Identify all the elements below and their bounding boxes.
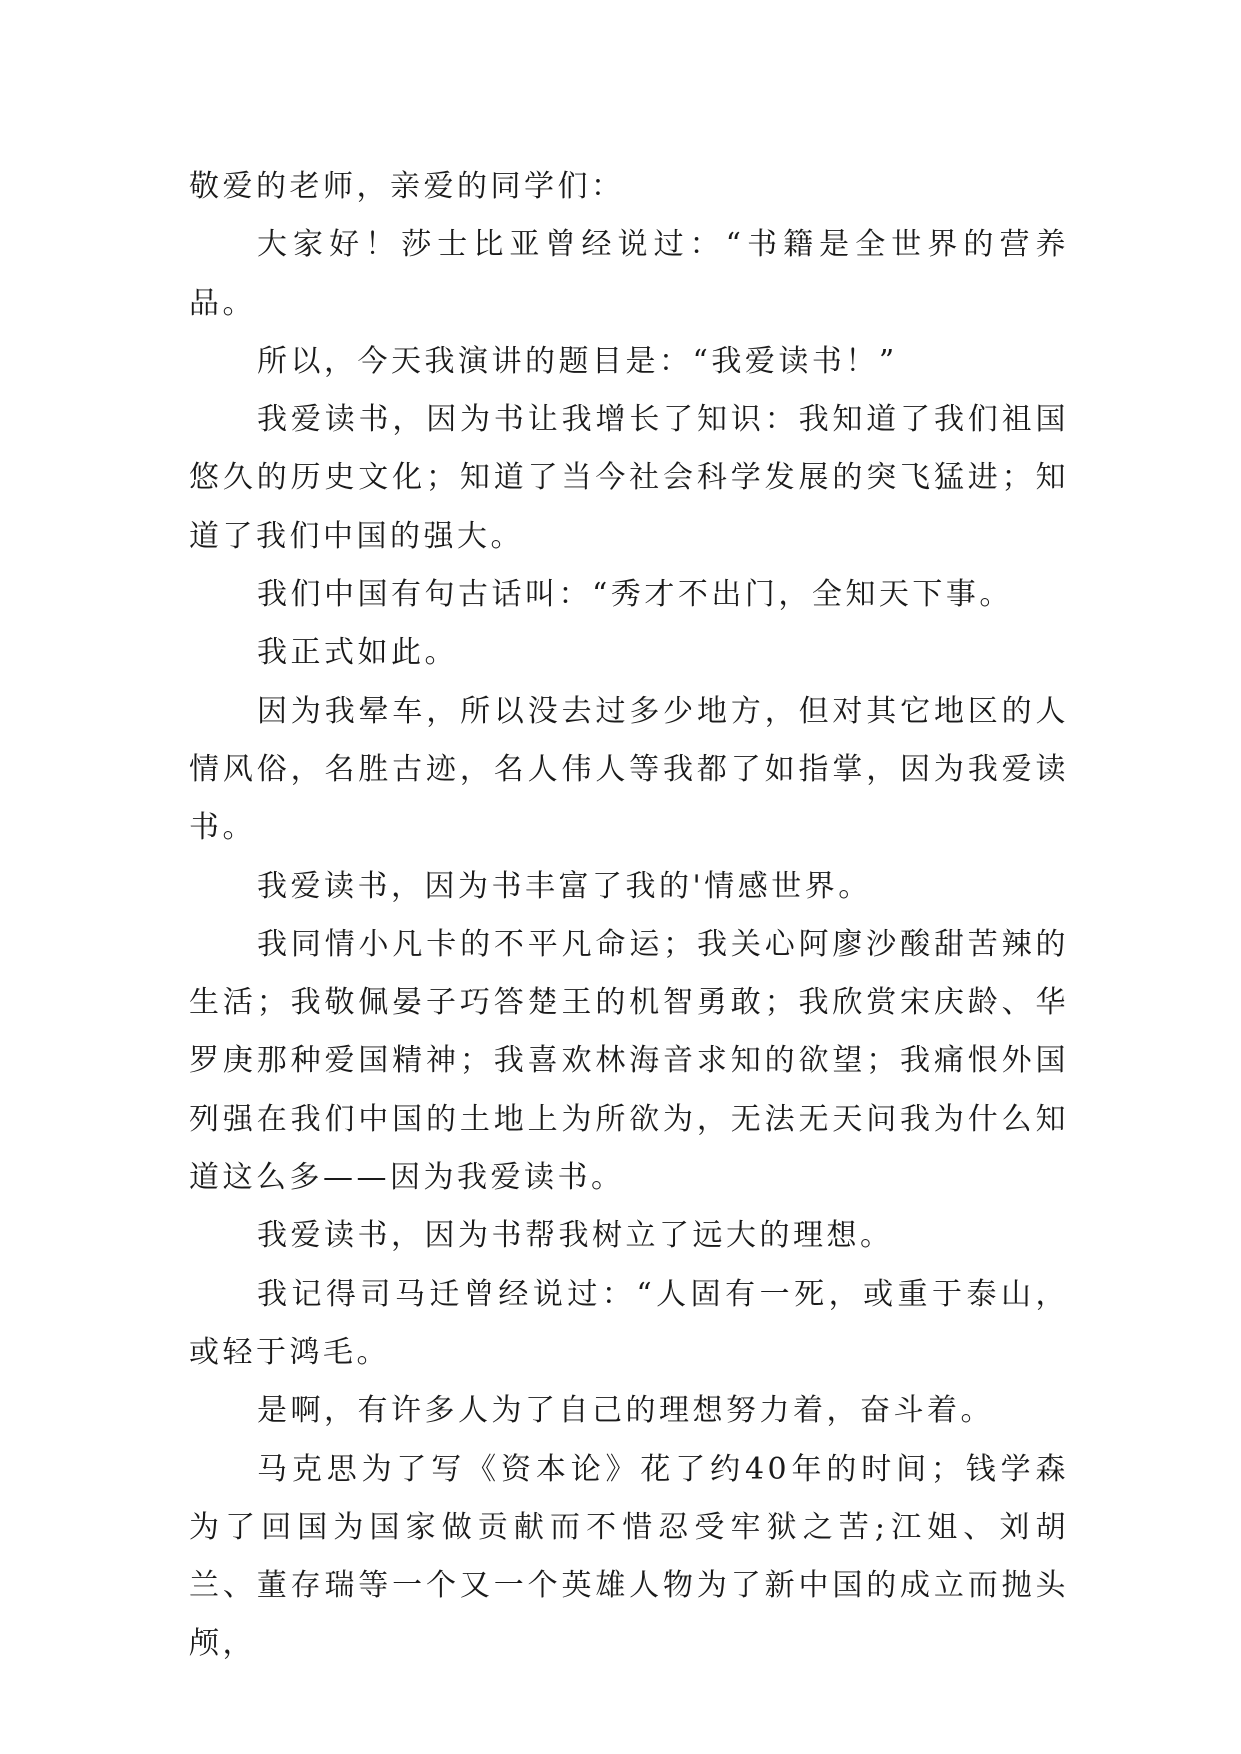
body-paragraph: 我同情小凡卡的不平凡命运；我关心阿廖沙酸甜苦辣的生活；我敬佩晏子巧答楚王的机智勇敢；我欣赏宋庆龄、华罗庚那种爱国精神；我喜欢林海音求知的欲望；我痛恨外国列强在我们中国的土地上为所欲为，无法无天问我为什么知道这么多——因为我爱读书。 <box>189 926 1069 1196</box>
document-body <box>189 158 1069 1674</box>
body-paragraph: 我爱读书，因为书让我增长了知识：我知道了我们祖国悠久的历史文化；知道了当今社会科学发展的突飞猛进；知道了我们中国的强大。 <box>189 402 1069 554</box>
body-paragraph: 我记得司马迁曾经说过：“人固有一死，或重于泰山，或轻于鸿毛。 <box>189 1276 1069 1370</box>
body-paragraph: 是啊，有许多人为了自己的理想努力着，奋斗着。 <box>257 1393 994 1429</box>
body-paragraph: 我正式如此。 <box>257 635 458 671</box>
body-paragraph: 大家好！莎士比亚曾经说过：“书籍是全世界的营养品。 <box>189 227 1069 321</box>
body-paragraph: 马克思为了写《资本论》花了约40年的时间；钱学森为了回国为国家做贡献而不惜忍受牢狱之苦;江姐、刘胡兰、董存瑞等一个又一个英雄人物为了新中国的成立而抛头颅， <box>189 1451 1069 1662</box>
salutation-paragraph: 敬爱的老师，亲爱的同学们： <box>189 169 625 204</box>
body-paragraph: 我爱读书，因为书帮我树立了远大的理想。 <box>257 1218 894 1254</box>
body-paragraph: 所以，今天我演讲的题目是：“我爱读书！” <box>257 343 898 379</box>
body-paragraph: 因为我晕车，所以没去过多少地方，但对其它地区的人情风俗，名胜古迹，名人伟人等我都了如指掌，因为我爱读书。 <box>189 693 1069 846</box>
body-paragraph: 我爱读书，因为书丰富了我的'情感世界。 <box>257 868 872 904</box>
body-paragraph: 我们中国有句古话叫：“秀才不出门，全知天下事。 <box>257 577 1013 613</box>
